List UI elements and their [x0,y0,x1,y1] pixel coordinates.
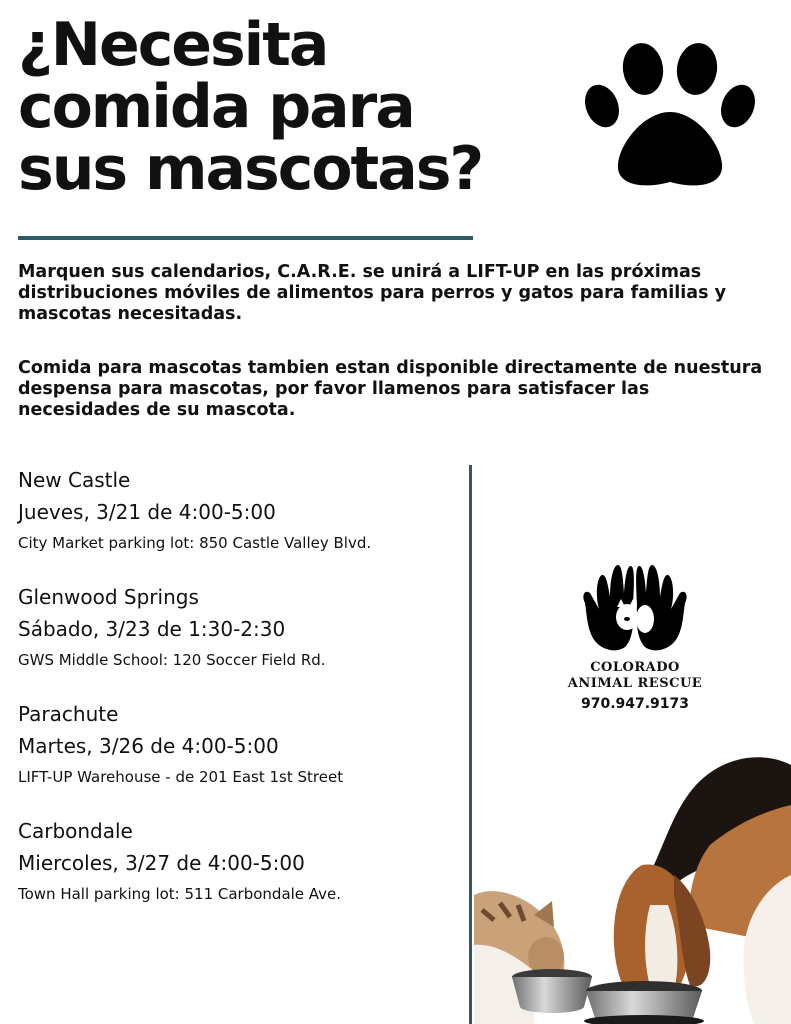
event-item [18,700,458,791]
event-item [18,466,458,557]
dog-and-cat-eating-photo [474,745,791,1024]
event-location: GWS Middle School: 120 Soccer Field Rd. [18,651,326,669]
event-date: Jueves, 3/21 de 4:00-5:00 [18,500,276,524]
title-line-1: ¿Necesita [18,10,328,80]
event-town: New Castle [18,468,131,492]
event-town: Carbondale [18,819,133,843]
page-title [18,10,483,204]
organization-name-line-1: COLORADO [590,660,680,675]
event-date: Sábado, 3/23 de 1:30-2:30 [18,617,286,641]
event-item [18,817,458,908]
event-town: Glenwood Springs [18,585,199,609]
event-list [18,466,458,934]
intro-paragraph-1: Marquen sus calendarios, C.A.R.E. se unirá a LIFT-UP en las próximas distribuciones móviles de alimentos para perros y gatos para familias y mascotas necesitadas. [18,262,726,324]
event-date: Miercoles, 3/27 de 4:00-5:00 [18,851,305,875]
event-location: City Market parking lot: 850 Castle Valley Blvd. [18,534,372,552]
title-line-2: comida para [18,72,414,142]
event-item [18,583,458,674]
event-location: Town Hall parking lot: 511 Carbondale Ave. [18,885,342,903]
event-location: LIFT-UP Warehouse - de 201 East 1st Street [18,768,344,786]
organization-info [540,660,730,716]
title-line-3: sus mascotas? [18,134,483,204]
intro-paragraph-2: Comida para mascotas tambien estan disponible directamente de nuestura despensa para mascotas, por favor llamenos para satisfacer las necesidades de su mascota. [18,358,763,420]
title-underline [18,236,473,240]
event-date: Martes, 3/26 de 4:00-5:00 [18,734,279,758]
paw-print-icon [585,42,755,192]
event-town: Parachute [18,702,119,726]
organization-phone: 970.947.9173 [580,696,690,712]
hands-holding-pets-logo [575,555,695,655]
column-divider [469,465,472,1024]
organization-name-line-2: ANIMAL RESCUE [567,676,703,691]
